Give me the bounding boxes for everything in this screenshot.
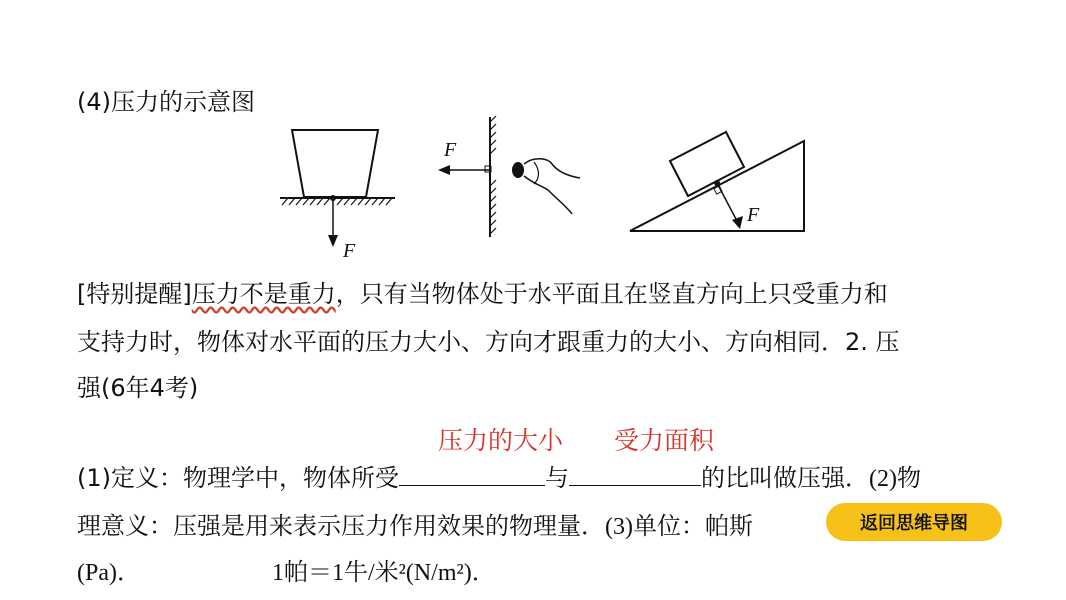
section-title: (4)压力的示意图 [77, 88, 255, 116]
reminder-line-3: 强(6年4考) [77, 374, 199, 402]
definition-text-2: 与 [545, 466, 569, 492]
force-label: F [747, 204, 760, 226]
back-to-mindmap-button[interactable]: 返回思维导图 [826, 503, 1002, 541]
unit-formula: 1帕＝1牛/米²(N/m²)． [272, 560, 496, 586]
reminder-line-2: 支持力时，物体对水平面的压力大小、方向才跟重力的大小、方向相同．2. 压 [77, 328, 900, 356]
reminder-text: ，只有当物体处于水平面且在竖直方向上只受重力和 [335, 280, 888, 308]
answer-blank-1[interactable] [399, 461, 545, 486]
answer-pressure-magnitude: 压力的大小 [438, 428, 564, 455]
definition-line-2 [77, 506, 753, 541]
force-label: F [343, 240, 356, 262]
meaning-prefix: 理意义： [77, 512, 173, 540]
unit-text: 帕斯 [704, 514, 753, 540]
meaning-text: 压强是用来表示压力作用效果的物理量．(3)单位： [173, 514, 705, 540]
answer-contact-area: 受力面积 [614, 428, 715, 455]
definition-prefix: (1)定义： [77, 464, 183, 492]
force-label: F [444, 139, 457, 161]
definition-text-3: 的比叫做压强．(2)物 [701, 466, 921, 492]
definition-line-3: (Pa)． [77, 560, 141, 586]
reminder-label: [特别提醒] [77, 280, 192, 308]
definition-line-1 [77, 458, 921, 493]
figure-cup-on-ground [280, 125, 400, 265]
figure-finger-on-wall [430, 112, 590, 242]
reminder-emphasis: 压力不是重力 [191, 280, 336, 308]
definition-text-1: 物理学中，物体所受 [183, 466, 399, 492]
answer-blank-2[interactable] [569, 461, 701, 486]
reminder-line-1 [77, 274, 888, 309]
figure-block-on-incline [626, 125, 811, 240]
